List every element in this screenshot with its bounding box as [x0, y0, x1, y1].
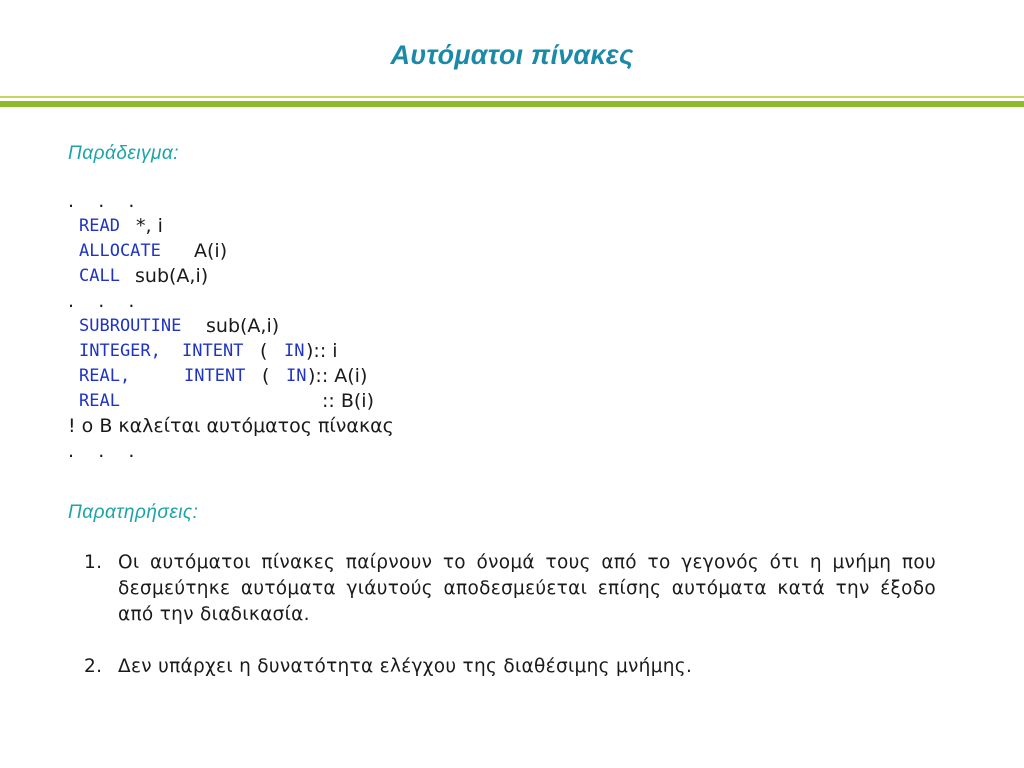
- code-line-real: [68, 364, 588, 389]
- example-heading: Παράδειγμα:: [68, 143, 179, 164]
- keyword-intent: INTENT: [184, 366, 246, 386]
- keyword-real: REAL,: [79, 366, 131, 386]
- code-example: [68, 189, 588, 464]
- ellipsis-dots: . . .: [68, 290, 135, 312]
- call-args: sub(A,i): [135, 265, 209, 287]
- real-b-decl-rest: :: B(i): [322, 390, 374, 412]
- ellipsis-dots: . . .: [68, 190, 135, 212]
- code-line-real-b: [68, 389, 588, 414]
- read-args: *, i: [136, 215, 163, 237]
- subroutine-args: sub(A,i): [206, 315, 280, 337]
- keyword-subroutine: SUBROUTINE: [79, 316, 182, 336]
- header-divider-thin: [0, 96, 1024, 98]
- keyword-read: READ: [79, 216, 120, 236]
- notes-list: [84, 550, 936, 680]
- code-line-read: [68, 214, 588, 239]
- ellipsis-dots: . . .: [68, 440, 135, 462]
- code-line-dots: [68, 439, 588, 464]
- keyword-intent: INTENT: [182, 341, 244, 361]
- slide-title: Αυτόματοι πίνακες: [390, 40, 634, 70]
- integer-decl-rest: ):: i: [306, 340, 338, 362]
- keyword-allocate: ALLOCATE: [79, 241, 161, 261]
- list-item: [84, 550, 936, 628]
- code-line-subroutine: [68, 314, 588, 339]
- real-decl-rest: ):: A(i): [308, 365, 368, 387]
- keyword-in: IN: [286, 366, 307, 386]
- keyword-in: IN: [284, 341, 305, 361]
- paren-open: (: [260, 340, 268, 362]
- list-item-number: 2.: [84, 656, 103, 677]
- notes-heading: Παρατηρήσεις:: [68, 502, 199, 523]
- code-line-call: [68, 264, 588, 289]
- header-divider-thick: [0, 101, 1024, 107]
- code-line-allocate: [68, 239, 588, 264]
- list-item-number: 1.: [84, 552, 103, 573]
- paren-open: (: [262, 365, 270, 387]
- keyword-real: REAL: [79, 391, 120, 411]
- code-comment: ! o B καλείται αυτόματος πίνακας: [68, 415, 394, 437]
- code-line-dots: [68, 289, 588, 314]
- code-line-integer: [68, 339, 588, 364]
- keyword-integer: INTEGER,: [79, 341, 161, 361]
- list-item: [84, 654, 936, 680]
- keyword-call: CALL: [79, 266, 120, 286]
- list-item-text: Οι αυτόματοι πίνακες παίρνουν το όνομά τους από το γεγονός ότι η μνήμη που δεσμεύτηκε αυτόματα γιάυτούς αποδεσμεύεται επίσης αυτόματα κατά την έξοδο από την διαδικασία.: [118, 552, 936, 625]
- code-line-comment: [68, 414, 588, 439]
- list-item-text: Δεν υπάρχει η δυνατότητα ελέγχου της διαθέσιμης μνήμης.: [118, 656, 693, 677]
- code-line-dots: [68, 189, 588, 214]
- allocate-args: A(i): [194, 240, 228, 262]
